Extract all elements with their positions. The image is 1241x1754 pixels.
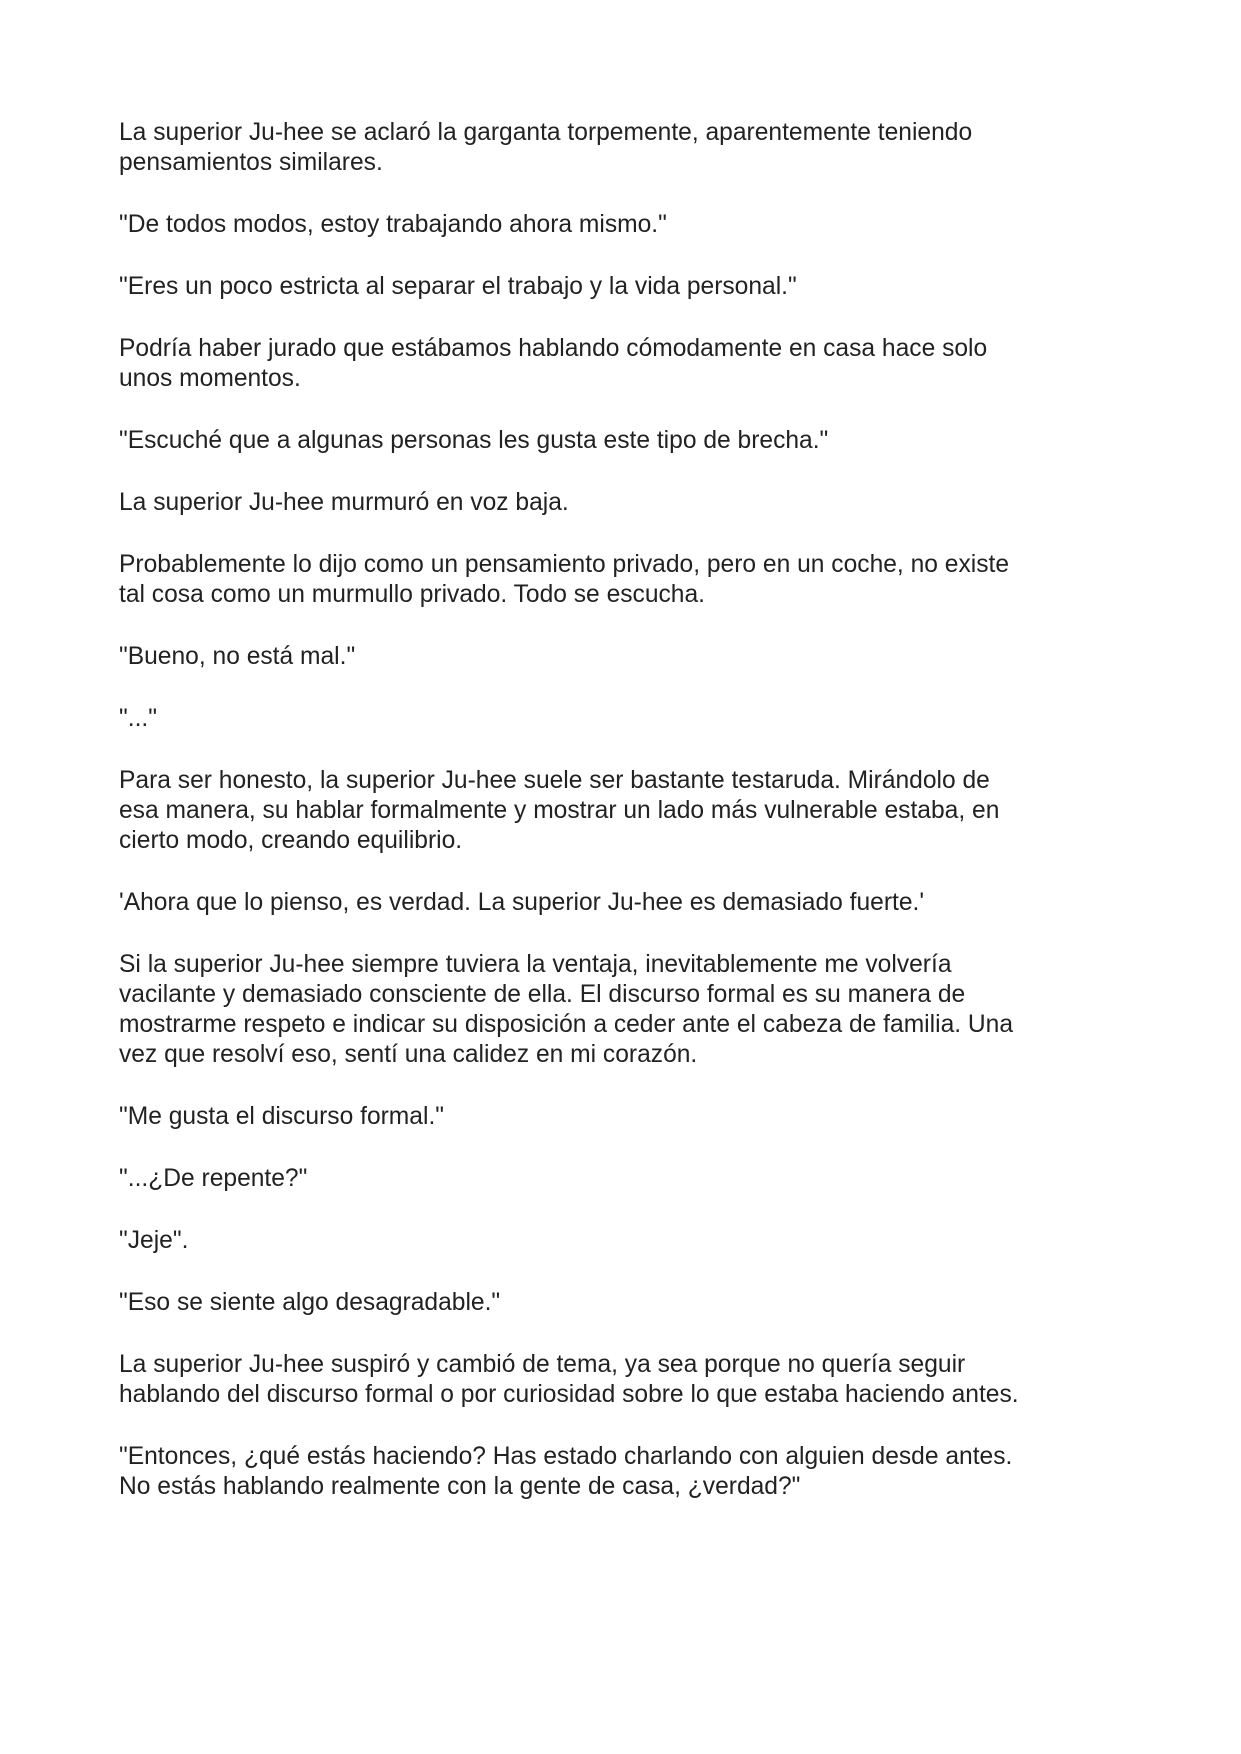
text-line: "..."	[119, 705, 157, 732]
paragraph	[119, 1164, 1139, 1194]
paragraph	[119, 1102, 1139, 1132]
text-line: "Eso se siente algo desagradable."	[119, 1289, 501, 1316]
text-line: vacilante y demasiado consciente de ella. El discurso formal es su manera de	[119, 981, 966, 1008]
paragraph	[119, 488, 1139, 518]
text-line: "Jeje".	[119, 1227, 189, 1254]
body-text	[119, 118, 1139, 1502]
text-line: "Escuché que a algunas personas les gusta este tipo de brecha."	[119, 427, 829, 454]
text-line: pensamientos similares.	[119, 149, 383, 176]
text-line: tal cosa como un murmullo privado. Todo se escucha.	[119, 581, 705, 608]
text-line: Podría haber jurado que estábamos hablando cómodamente en casa hace solo	[119, 335, 988, 362]
paragraph	[119, 888, 1139, 918]
text-line: "Eres un poco estricta al separar el trabajo y la vida personal."	[119, 273, 797, 300]
text-line: "...¿De repente?"	[119, 1165, 308, 1192]
text-line: "Entonces, ¿qué estás haciendo? Has estado charlando con alguien desde antes.	[119, 1443, 1013, 1470]
text-line: Probablemente lo dijo como un pensamiento privado, pero en un coche, no existe	[119, 551, 1010, 578]
paragraph	[119, 950, 1139, 1070]
paragraph	[119, 1442, 1139, 1502]
text-line: La superior Ju-hee suspiró y cambió de tema, ya sea porque no quería seguir	[119, 1351, 966, 1378]
text-line: vez que resolví eso, sentí una calidez en mi corazón.	[119, 1041, 698, 1068]
text-line: mostrarme respeto e indicar su disposición a ceder ante el cabeza de familia. Una	[119, 1011, 1014, 1038]
paragraph	[119, 642, 1139, 672]
paragraph	[119, 766, 1139, 856]
text-line: esa manera, su hablar formalmente y mostrar un lado más vulnerable estaba, en	[119, 797, 1000, 824]
paragraph	[119, 272, 1139, 302]
paragraph	[119, 1226, 1139, 1256]
paragraph	[119, 210, 1139, 240]
text-line: "Me gusta el discurso formal."	[119, 1103, 445, 1130]
text-line: Si la superior Ju-hee siempre tuviera la ventaja, inevitablemente me volvería	[119, 951, 952, 978]
text-line: unos momentos.	[119, 365, 301, 392]
paragraph	[119, 1288, 1139, 1318]
text-line: 'Ahora que lo pienso, es verdad. La superior Ju-hee es demasiado fuerte.'	[119, 889, 925, 916]
text-line: La superior Ju-hee murmuró en voz baja.	[119, 489, 569, 516]
paragraph	[119, 550, 1139, 610]
text-line: cierto modo, creando equilibrio.	[119, 827, 463, 854]
paragraph	[119, 334, 1139, 394]
text-line: hablando del discurso formal o por curiosidad sobre lo que estaba haciendo antes.	[119, 1381, 1019, 1408]
text-line: No estás hablando realmente con la gente de casa, ¿verdad?"	[119, 1473, 801, 1500]
text-line: "Bueno, no está mal."	[119, 643, 356, 670]
text-line: La superior Ju-hee se aclaró la garganta torpemente, aparentemente teniendo	[119, 119, 973, 146]
text-line: "De todos modos, estoy trabajando ahora mismo."	[119, 211, 667, 238]
paragraph	[119, 704, 1139, 734]
paragraph	[119, 426, 1139, 456]
text-line: Para ser honesto, la superior Ju-hee suele ser bastante testaruda. Mirándolo de	[119, 767, 990, 794]
paragraph	[119, 118, 1139, 178]
paragraph	[119, 1350, 1139, 1410]
